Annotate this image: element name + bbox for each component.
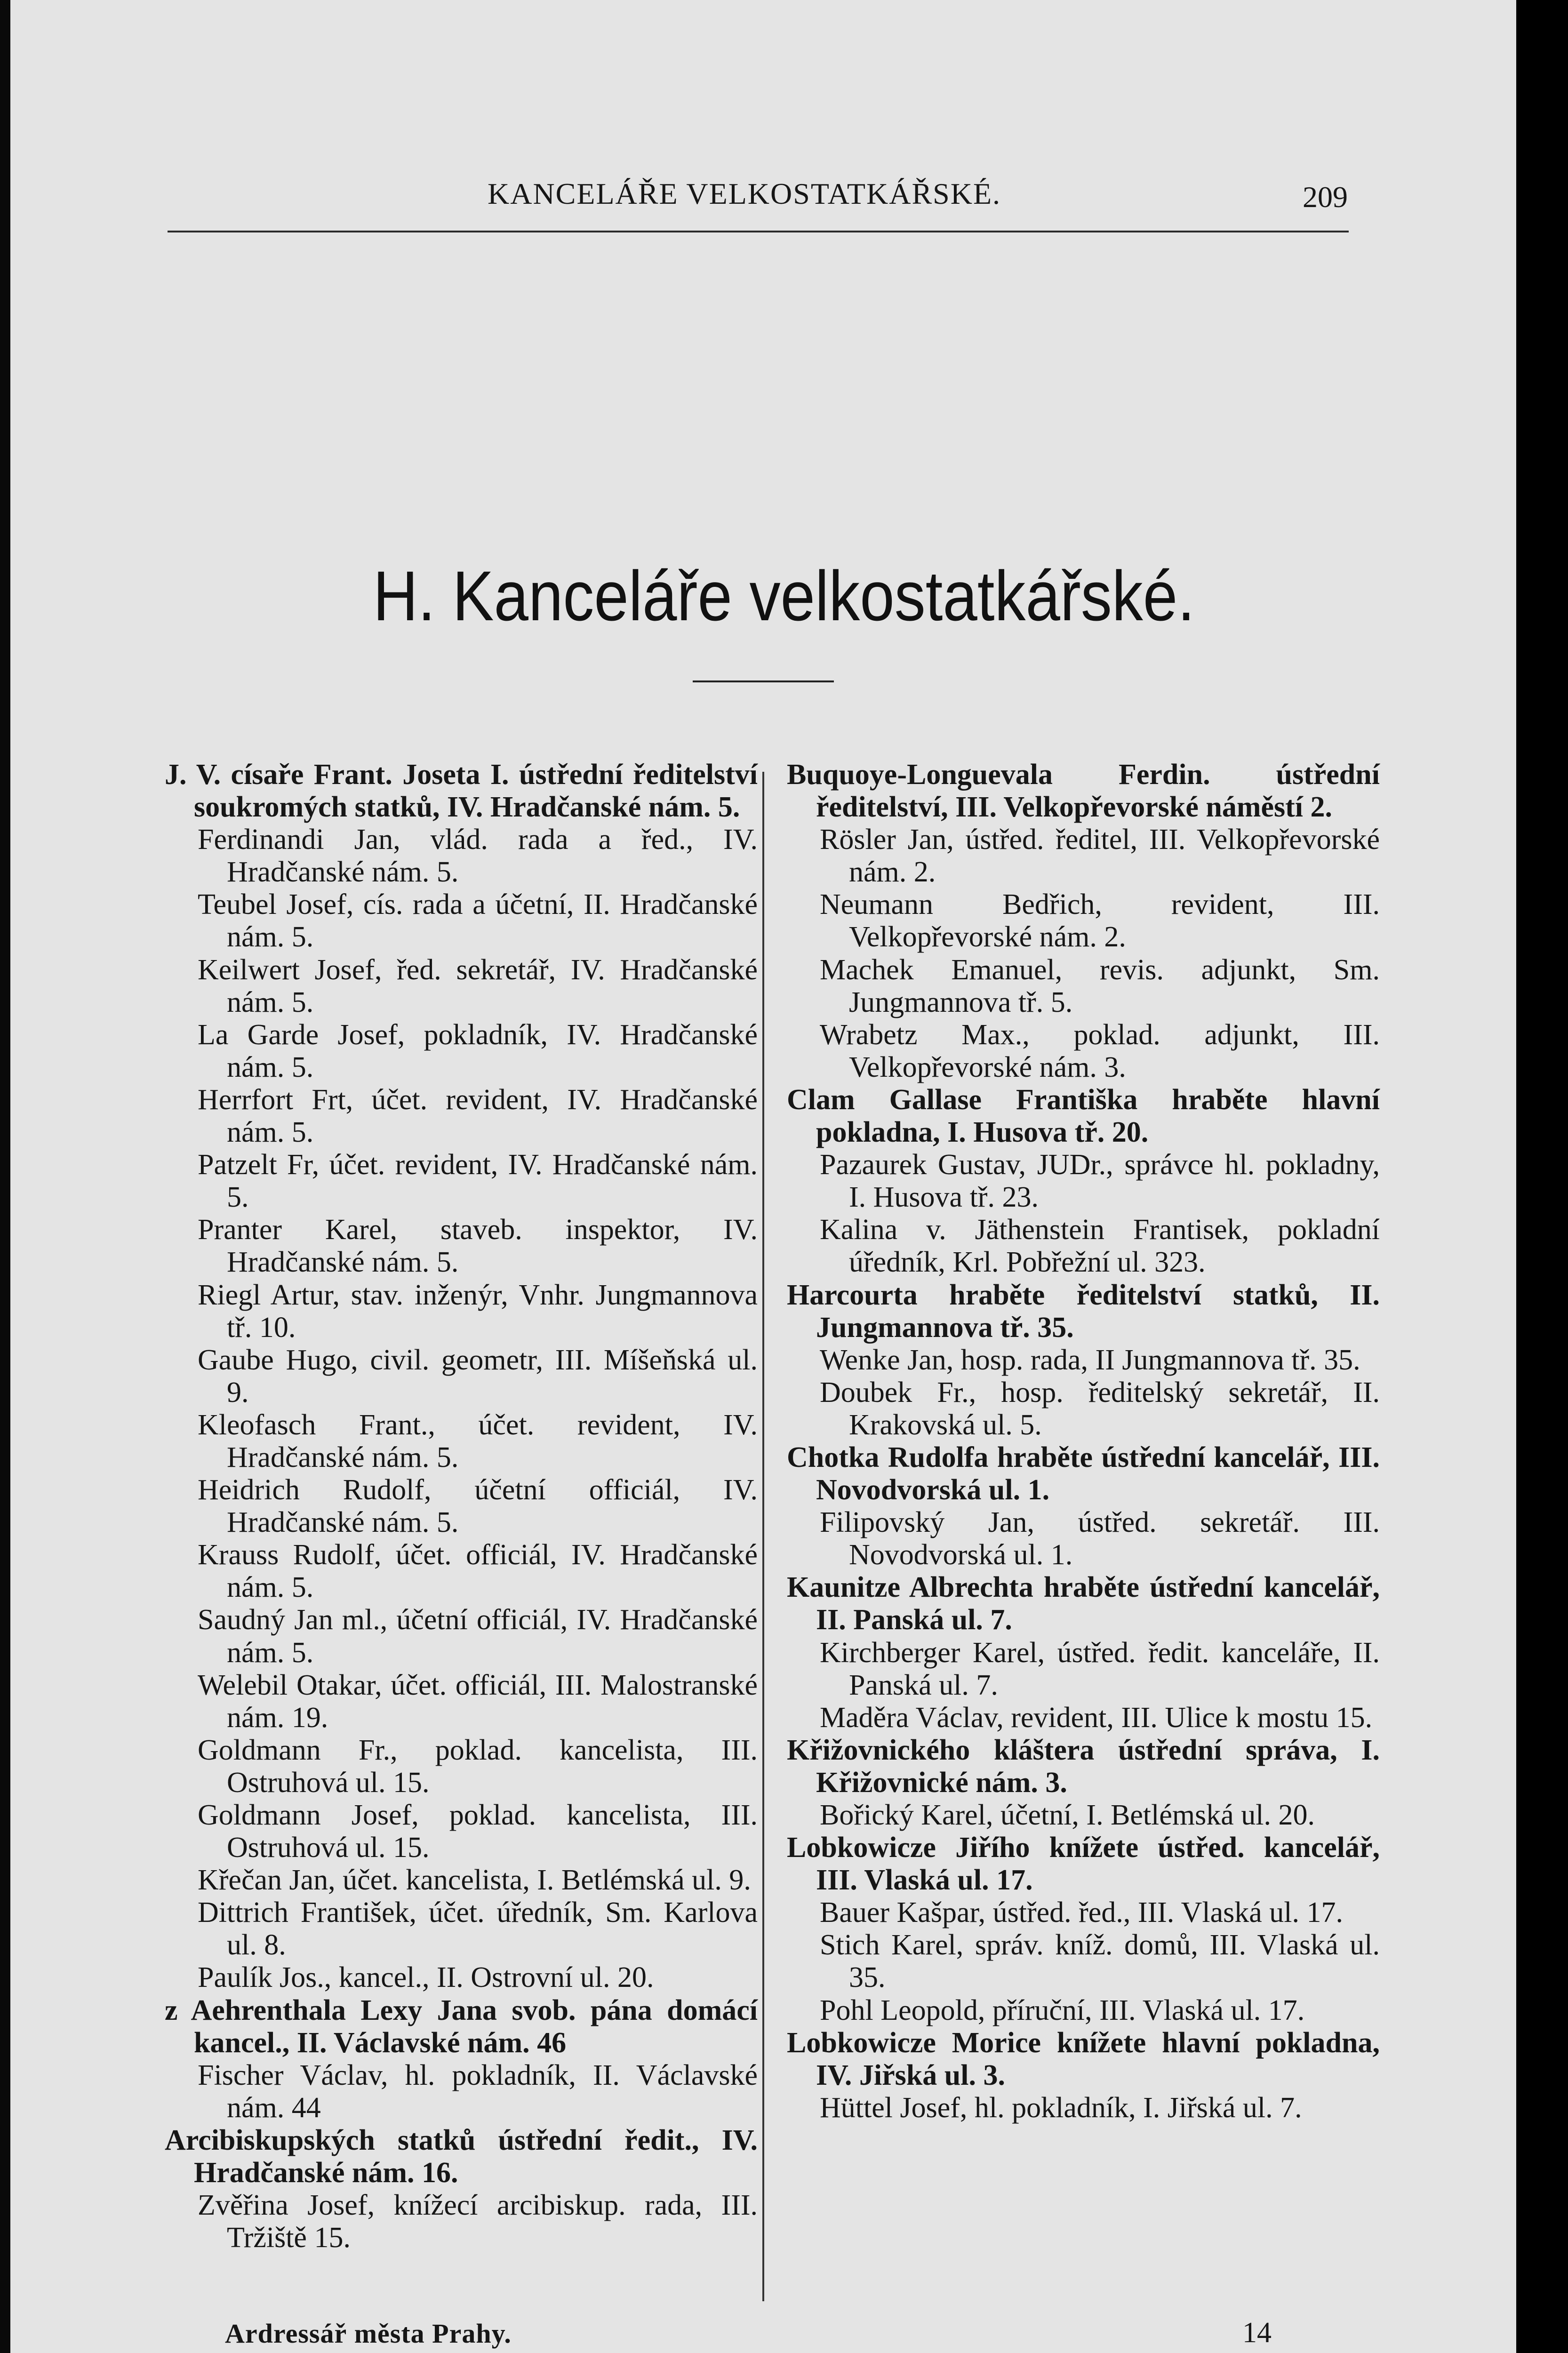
scan-right-edge [1516,0,1568,2353]
directory-entry-person: Krauss Rudolf, účet. officiál, IV. Hradčanské nám. 5. [198,1539,758,1604]
directory-entry-person: Dittrich František, účet. úředník, Sm. Karlova ul. 8. [198,1897,758,1961]
directory-entry-person: Pohl Leopold, příruční, III. Vlaská ul. 17. [820,1994,1305,2026]
directory-entry-person: Kalina v. Jäthenstein Frantisek, pokladní úředník, Krl. Pobřežní ul. 323. [820,1214,1380,1279]
directory-entry-person: Křečan Jan, účet. kancelista, I. Betlémská ul. 9. [198,1864,751,1897]
directory-entry-institution: Lobkowicze Morice knížete hlavní pokladna, IV. Jiřská ul. 3. [787,2026,1380,2091]
footer-signature-mark: 14 [1242,2317,1272,2349]
directory-entry-person: Ferdinandi Jan, vlád. rada a řed., IV. Hradčanské nám. 5. [198,824,758,888]
directory-entry-person: Pranter Karel, staveb. inspektor, IV. Hradčanské nám. 5. [198,1214,758,1279]
directory-entry-person: Gaube Hugo, civil. geometr, III. Míšeňská ul. 9. [198,1344,758,1409]
directory-entry-institution: z Aehrenthala Lexy Jana svob. pána domácí kancel., II. Václavské nám. 46 [165,1994,758,2059]
directory-entry-person: Doubek Fr., hosp. ředitelský sekretář, II. Krakovská ul. 5. [820,1376,1380,1441]
header-rule [168,231,1349,232]
directory-entry-person: Stich Karel, správ. kníž. domů, III. Vlaská ul. 35. [820,1929,1380,1994]
directory-entry-person: Bořický Karel, účetní, I. Betlémská ul. 20. [820,1799,1315,1831]
directory-entry-person: Maděra Václav, revident, III. Ulice k mostu 15. [820,1701,1373,1734]
directory-entry-person: Wrabetz Max., poklad. adjunkt, III. Velkopřevorské nám. 3. [820,1018,1380,1083]
section-title: H. Kanceláře velkostatkářské. [373,556,1195,635]
directory-entry-person: Patzelt Fr, účet. revident, IV. Hradčanské nám. 5. [198,1149,758,1214]
directory-entry-person: Welebil Otakar, účet. officiál, III. Malostranské nám. 19. [198,1669,758,1734]
directory-entry-institution: J. V. císaře Frant. Joseta I. ústřední ředitelství soukromých statků, IV. Hradčanské nám. 5. [165,759,758,824]
right-column [787,759,1380,2124]
directory-entry-person: Keilwert Josef, řed. sekretář, IV. Hradčanské nám. 5. [198,953,758,1018]
directory-entry-person: Saudný Jan ml., účetní officiál, IV. Hradčanské nám. 5. [198,1604,758,1669]
directory-entry-person: Kirchberger Karel, ústřed. ředit. kanceláře, II. Panská ul. 7. [820,1636,1380,1701]
column-divider [762,772,764,2301]
left-column [165,759,758,2254]
page-number: 209 [1303,180,1348,214]
directory-entry-person: Goldmann Fr., poklad. kancelista, III. Ostruhová ul. 15. [198,1734,758,1799]
directory-entry-institution: Kaunitze Albrechta hraběte ústřední kancelář, II. Panská ul. 7. [787,1571,1380,1636]
title-rule [693,680,834,682]
directory-entry-person: Wenke Jan, hosp. rada, II Jungmannova tř. 35. [820,1344,1360,1376]
directory-entry-institution: Chotka Rudolfa hraběte ústřední kancelář, III. Novodvorská ul. 1. [787,1441,1380,1506]
directory-entry-institution: Křižovnického kláštera ústřední správa, I. Křižovnické nám. 3. [787,1734,1380,1799]
directory-entry-person: Machek Emanuel, revis. adjunkt, Sm. Jungmannova tř. 5. [820,953,1380,1018]
directory-entry-person: Filipovský Jan, ústřed. sekretář. III. Novodvorská ul. 1. [820,1506,1380,1571]
directory-entry-person: Herrfort Frt, účet. revident, IV. Hradčanské nám. 5. [198,1083,758,1149]
directory-entry-person: Bauer Kašpar, ústřed. řed., III. Vlaská ul. 17. [820,1897,1344,1929]
directory-entry-person: Teubel Josef, cís. rada a účetní, II. Hradčanské nám. 5. [198,888,758,953]
scan-left-edge [0,0,10,2353]
directory-entry-person: La Garde Josef, pokladník, IV. Hradčanské nám. 5. [198,1018,758,1083]
directory-entry-institution: Buquoye-Longuevala Ferdin. ústřední ředitelství, III. Velkopřevorské náměstí 2. [787,759,1380,824]
running-header-title: KANCELÁŘE VELKOSTATKÁŘSKÉ. [488,177,1001,210]
directory-entry-person: Hüttel Josef, hl. pokladník, I. Jiřská ul. 7. [820,2091,1302,2124]
directory-entry-person: Riegl Artur, stav. inženýr, Vnhr. Jungmannova tř. 10. [198,1279,758,1344]
directory-entry-person: Heidrich Rudolf, účetní officiál, IV. Hradčanské nám. 5. [198,1474,758,1539]
directory-entry-person: Rösler Jan, ústřed. ředitel, III. Velkopřevorské nám. 2. [820,824,1380,888]
directory-entry-institution: Lobkowicze Jiřího knížete ústřed. kancelář, III. Vlaská ul. 17. [787,1832,1380,1897]
footer-publication: Ardressář města Prahy. [225,2318,512,2349]
directory-entry-person: Zvěřina Josef, knížecí arcibiskup. rada, III. Tržiště 15. [198,2189,758,2254]
directory-entry-institution: Arcibiskupských statků ústřední ředit., IV. Hradčanské nám. 16. [165,2124,758,2189]
directory-entry-person: Fischer Václav, hl. pokladník, II. Václavské nám. 44 [198,2059,758,2124]
directory-entry-person: Paulík Jos., kancel., II. Ostrovní ul. 20. [198,1961,654,1994]
directory-entry-person: Kleofasch Frant., účet. revident, IV. Hradčanské nám. 5. [198,1409,758,1473]
directory-entry-institution: Harcourta hraběte ředitelství statků, II. Jungmannova tř. 35. [787,1279,1380,1344]
directory-entry-person: Pazaurek Gustav, JUDr., správce hl. pokladny, I. Husova tř. 23. [820,1149,1380,1214]
directory-entry-person: Neumann Bedřich, revident, III. Velkopřevorské nám. 2. [820,888,1380,953]
directory-entry-institution: Clam Gallase Františka hraběte hlavní pokladna, I. Husova tř. 20. [787,1083,1380,1149]
directory-entry-person: Goldmann Josef, poklad. kancelista, III. Ostruhová ul. 15. [198,1799,758,1864]
